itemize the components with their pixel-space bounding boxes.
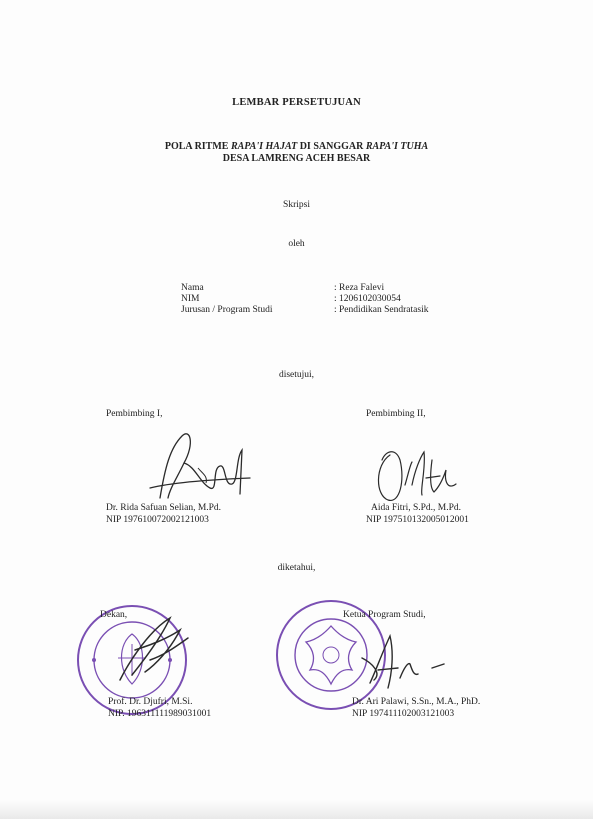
thesis-title-part-4: RAPA'I TUHA — [365, 141, 429, 152]
thesis-title-line-2: DESA LAMRENG ACEH BESAR — [222, 153, 371, 164]
advisor-1-signature — [140, 428, 270, 508]
thesis-title-line-1 — [0, 141, 593, 153]
advisor-1-nip: NIP 197610072002121003 — [106, 515, 209, 525]
program-head-role: Ketua Program Studi, — [343, 610, 426, 620]
thesis-title-part-3: DI SANGGAR — [297, 141, 366, 152]
page-bottom-shadow — [0, 800, 593, 819]
dean-nip: NIP. 196311111989031001 — [108, 709, 212, 719]
dean-role: Dekan, — [100, 610, 128, 620]
advisor-1-name: Dr. Rida Safuan Selian, M.Pd. — [106, 503, 222, 513]
advisor-2-role: Pembimbing II, — [366, 409, 426, 419]
program-head-name: Dr. Ari Palawi, S.Sn., M.A., PhD. — [352, 697, 481, 707]
info-value: : Reza Falevi — [334, 283, 385, 293]
advisor-1-role: Pembimbing I, — [106, 409, 163, 419]
info-label: NIM — [181, 294, 200, 304]
page-title: LEMBAR PERSETUJUAN — [232, 97, 361, 108]
info-row-name — [181, 283, 428, 294]
info-row-nim — [181, 294, 428, 305]
program-head-nip: NIP 197411102003121003 — [352, 709, 455, 719]
advisor-2-nip: NIP 197510132005012001 — [366, 515, 469, 525]
document-type: Skripsi — [283, 200, 310, 210]
program-head-signature — [352, 628, 452, 698]
dean-name: Prof. Dr. Djufri, M.Si. — [108, 697, 193, 707]
info-label: Jurusan / Program Studi — [181, 305, 273, 315]
info-label: Nama — [181, 283, 204, 293]
thesis-title-part-1: POLA RITME — [164, 141, 231, 152]
thesis-title-part-2: RAPA'I HAJAT — [230, 141, 298, 152]
info-row-program — [181, 305, 428, 316]
approved-label: disetujui, — [278, 370, 315, 380]
advisor-2-name: Aida Fitri, S.Pd., M.Pd. — [371, 503, 462, 513]
info-value: : 1206102030054 — [334, 294, 401, 304]
by-label: oleh — [288, 239, 305, 249]
advisor-2-signature — [360, 440, 470, 510]
dean-signature — [110, 610, 200, 690]
info-value: : Pendidikan Sendratasik — [334, 305, 429, 315]
student-info — [181, 283, 428, 316]
known-label: diketahui, — [277, 563, 316, 573]
